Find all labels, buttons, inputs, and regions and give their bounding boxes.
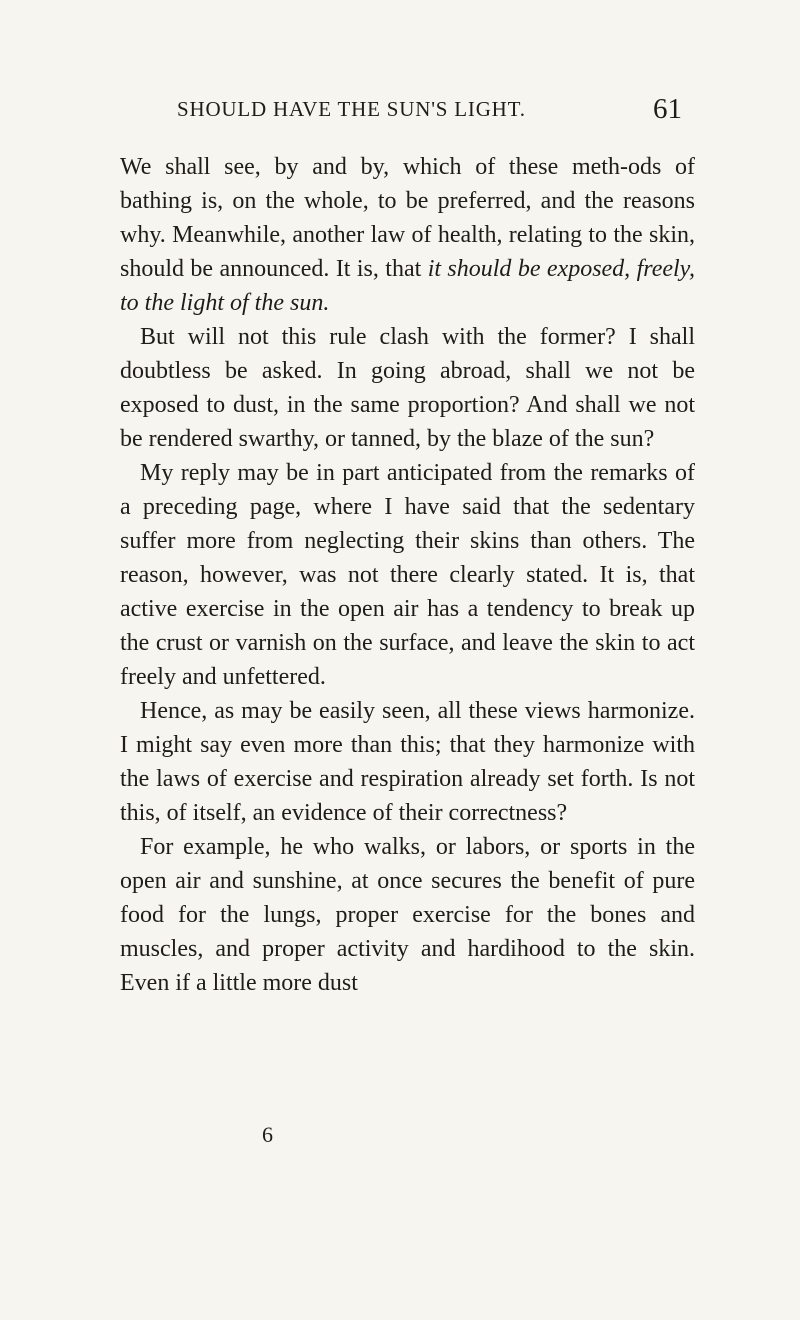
paragraph-5: For example, he who walks, or labors, or sports in the open air and sunshine, at once secures the benefit of pure food for the lungs, proper exercise for the bones and muscles, and proper activity and hardihood to the skin. Even if a little more dust [120,834,695,996]
paragraph-1-emphasis: it should be exposed, freely, to the light of the sun. [120,256,695,316]
page-header [177,93,682,133]
paragraph-4: Hence, as may be easily seen, all these views harmonize. I might say even more than this; that they harmonize with the laws of exercise and respiration already set forth. Is not this, of itself, an evidence of their correctness? [120,698,695,826]
paragraph-1 [120,150,695,320]
paragraph-1-text: We shall see, by and by, which of these meth-ods of bathing is, on the whole, to be preferred, and the reasons why. Meanwhile, another law of health, relating to the skin, should be announced. It is, that [120,154,695,282]
page-number: 61 [653,93,682,125]
paragraph-2: But will not this rule clash with the former? I shall doubtless be asked. In going abroad, shall we not be exposed to dust, in the same proportion? And shall we not be rendered swarthy, or tanned, by the blaze of the sun? [120,324,695,452]
running-head: SHOULD HAVE THE SUN'S LIGHT. [177,97,526,121]
paragraph-3: My reply may be in part anticipated from the remarks of a preceding page, where I have said that the sedentary suffer more from neglecting their skins than others. The reason, however, was not there clearly stated. It is, that active exercise in the open air has a tendency to break up the crust or varnish on the surface, and leave the skin to act freely and unfettered. [120,460,695,690]
body-text [120,150,695,1000]
signature-mark: 6 [262,1122,273,1147]
